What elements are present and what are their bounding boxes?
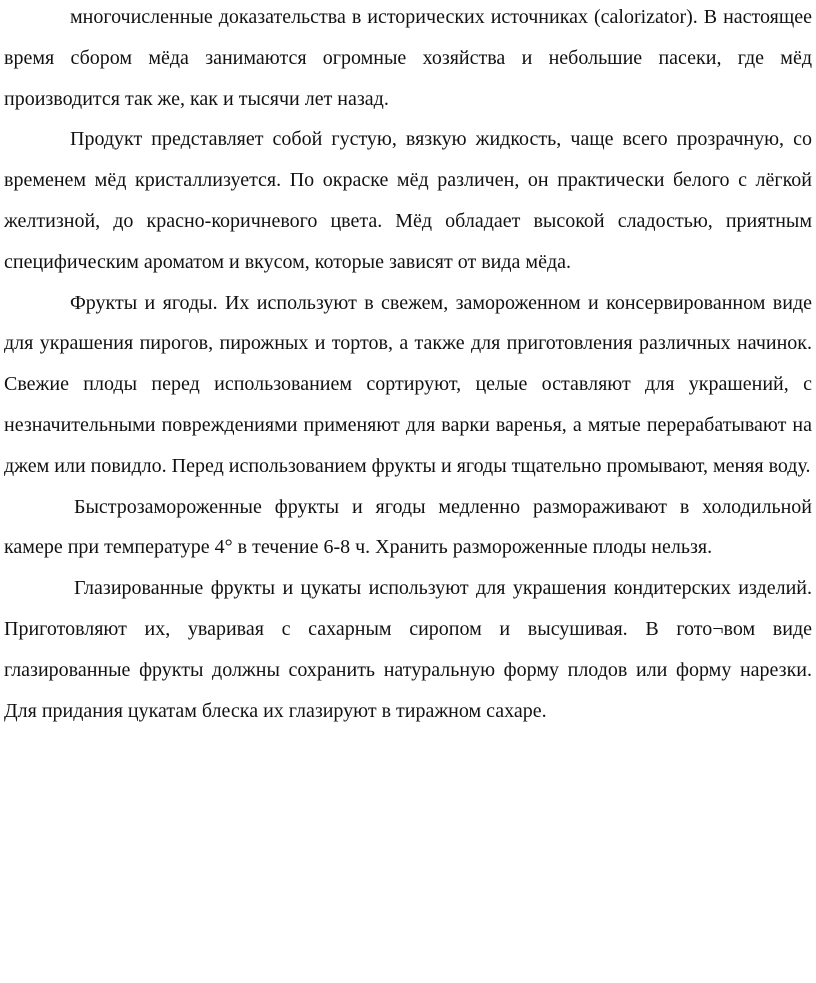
paragraph-honey-description: Продукт представляет собой густую, вязкую жидкость, чаще всего прозрачную, со временем мёд кристаллизуется. По окраске мёд различен, он практически белого с лёгкой желтизной, до красно-коричневого цвета. Мёд обладает высокой сладостью, приятным специфическим ароматом и вкусом, которые зависят от вида мёда. — [4, 128, 812, 273]
paragraph-glazed-fruits: Глазированные фрукты и цукаты используют для украшения кондитерских изделий. Приготовляют их, уваривая с сахарным сиропом и высушивая. В гото¬вом виде глазированные фрукты должны сохранить натуральную форму плодов или форму нарезки. Для придания цукатам блеска их глазируют в тиражном сахаре. — [4, 577, 812, 722]
paragraph-fruits-berries: Фрукты и ягоды. Их используют в свежем, замороженном и консервированном виде для украшения пирогов, пирожных и тортов, а также для приготовления различных начинок. Свежие плоды перед использованием сортируют, целые оставляют для украшений, с незначительными повреждениями применяют для варки варенья, а мятые перерабатывают на джем или повидло. Перед использованием фрукты и ягоды тщательно промывают, меняя воду. — [4, 291, 812, 477]
paragraph-frozen-fruits: Быстрозамороженные фрукты и ягоды медленно размораживают в холодильной камере при температуре 4° в течение 6-8 ч. Хранить размороженные плоды нельзя. — [4, 495, 812, 559]
paragraph-honey-history: многочисленные доказательства в исторических источниках (calorizator). В настоящее время сбором мёда занимаются огромные хозяйства и небольшие пасеки, где мёд производится так же, как и тысячи лет назад. — [4, 6, 812, 110]
